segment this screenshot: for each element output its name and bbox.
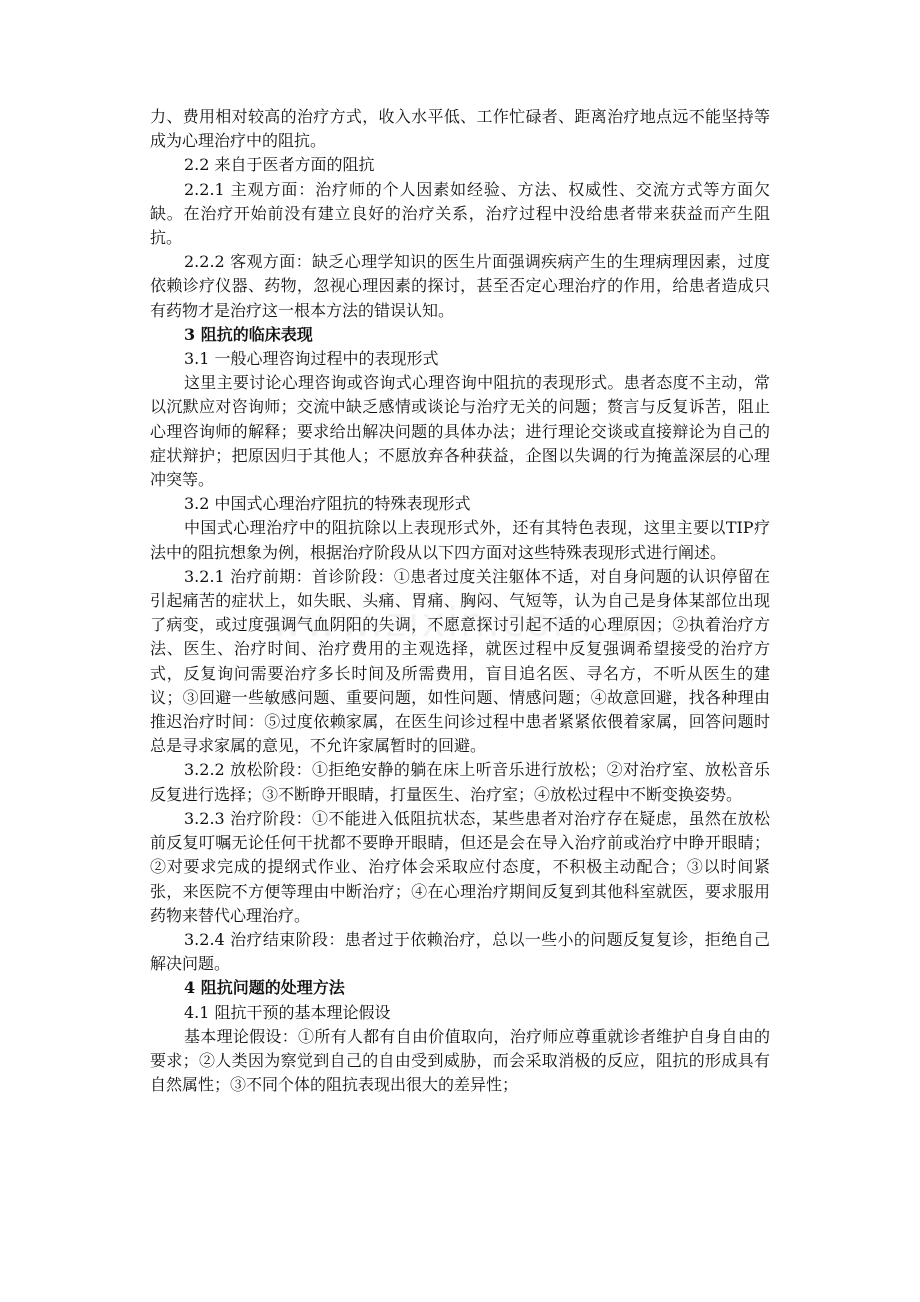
paragraph-3-1-body: 这里主要讨论心理咨询或咨询式心理咨询中阻抗的表现形式。患者态度不主动，常以沉默应对咨询师；交流中缺乏感情或谈论与治疗无关的问题；赘言与反复诉苦，阻止心理咨询师的解释；要求给出解决问题的具体办法；进行理论交谈或直接辩论为自己的症状辩护；把原因归于其他人；不愿放弃各种获益，企图以失调的行为掩盖深层的心理冲突等。: [150, 373, 770, 490]
paragraph-3-2-2: 3.2.2 放松阶段：①拒绝安静的躺在床上听音乐进行放松；②对治疗室、放松音乐反复进行选择；③不断睁开眼睛，打量医生、治疗室；④放松过程中不断变换姿势。: [150, 760, 770, 804]
section-heading-3-1: 3.1 一般心理咨询过程中的表现形式: [184, 349, 439, 369]
paragraph-3-2-4: 3.2.4 治疗结束阶段：患者过于依赖治疗，总以一些小的问题反复复诊，拒绝自己解决问题。: [150, 929, 770, 974]
paragraph-continuation: 力、费用相对较高的治疗方式，收入水平低、工作忙碌者、距离治疗地点远不能坚持等成为心理治疗中的阻抗。: [150, 107, 770, 151]
paragraph-2-2-1: 2.2.1 主观方面：治疗师的个人因素如经验、方法、权威性、交流方式等方面欠缺。在治疗开始前没有建立良好的治疗关系，治疗过程中没给患者带来获益而产生阻抗。: [150, 179, 770, 248]
paragraph-2-2-2: 2.2.2 客观方面：缺乏心理学知识的医生片面强调疾病产生的生理病理因素，过度依赖诊疗仪器、药物，忽视心理因素的探讨，甚至否定心理治疗的作用，给患者造成只有药物才是治疗这一根本方法的错误认知。: [150, 252, 770, 320]
section-heading-4: 4 阻抗问题的处理方法: [184, 978, 345, 998]
paragraph-3-2-1: 3.2.1 治疗前期：首诊阶段：①患者过度关注躯体不适，对自身问题的认识停留在引起痛苦的症状上，如失眠、头痛、胃痛、胸闷、气短等，认为自己是身体某部位出现了病变，或过度强调气血阴阳的失调，不愿意探讨引起不适的心理原因；②执着治疗方法、医生、治疗时间、治疗费用的主观选择，就医过程中反复强调希望接受的治疗方式，反复询问需要治疗多长时间及所需费用，盲目追名医、寻名方，不听从医生的建议；③回避一些敏感问题、重要问题，如性问题、情感问题；④故意回避，找各种理由推迟治疗时间：⑤过度依赖家属，在医生问诊过程中患者紧紧依偎着家属，回答问题时总是寻求家属的意见，不允许家属暂时的回避。: [150, 566, 770, 756]
section-heading-4-1: 4.1 阻抗干预的基本理论假设: [184, 1002, 391, 1022]
paragraph-4-1-body: 基本理论假设：①所有人都有自由价值取向，治疗师应尊重就诊者维护自身自由的要求；②人类因为察觉到自己的自由受到威胁，而会采取消极的反应，阻抗的形成具有自然属性；③不同个体的阻抗表现出很大的差异性；: [150, 1026, 770, 1095]
paragraph-3-2-3: 3.2.3 治疗阶段：①不能进入低阻抗状态，某些患者对治疗存在疑虑，虽然在放松前反复叮嘱无论任何干扰都不要睁开眼睛，但还是会在导入治疗前或治疗中睁开眼睛；②对要求完成的提纲式作业、治疗体会采取应付态度，不积极主动配合；③以时间紧张，来医院不方便等理由中断治疗；④在心理治疗期间反复到其他科室就医，要求服用药物来替代心理治疗。: [150, 808, 770, 925]
section-heading-2-2: 2.2 来自于医者方面的阻抗: [184, 155, 375, 175]
document-body: [150, 105, 770, 1097]
section-heading-3-2: 3.2 中国式心理治疗阻抗的特殊表现形式: [184, 494, 471, 514]
section-heading-3: 3 阻抗的临床表现: [184, 324, 313, 344]
paragraph-3-2-body: 中国式心理治疗中的阻抗除以上表现形式外，还有其特色表现，这里主要以TIP疗法中的阻抗想象为例，根据治疗阶段从以下四方面对这些特殊表现形式进行阐述。: [150, 518, 770, 562]
